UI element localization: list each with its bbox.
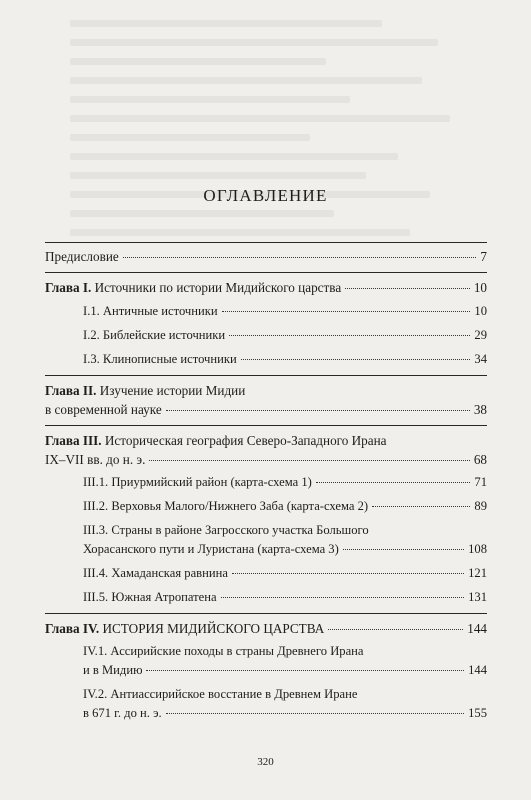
dot-leader: [232, 573, 464, 574]
toc-section-4-2: [45, 685, 487, 723]
toc-entry-preface: [45, 247, 487, 266]
toc-chapter-2: [45, 381, 487, 419]
entry-text: III.5. Южная Атропатена: [83, 590, 217, 604]
toc-section-3-4: [45, 564, 487, 583]
toc-chapter-1: [45, 278, 487, 297]
dot-leader: [343, 549, 464, 550]
page-number: 89: [474, 499, 487, 513]
toc-section-3-5: [45, 588, 487, 607]
dot-leader: [221, 597, 465, 598]
entry-text: Предисловие: [45, 249, 119, 264]
page-number: 71: [474, 475, 487, 489]
page-number: 144: [468, 663, 487, 677]
toc-divider: [45, 272, 487, 273]
dot-leader: [372, 506, 470, 507]
toc-section-3-3: [45, 521, 487, 559]
entry-text-line2: в современной науке: [45, 402, 162, 417]
dot-leader: [229, 335, 470, 336]
chapter-label: Глава I.: [45, 280, 92, 295]
page-number: 38: [473, 402, 487, 417]
entry-text: Источники по истории Мидийского царства: [94, 280, 342, 295]
toc-divider: [45, 425, 487, 426]
chapter-label: Глава III.: [45, 433, 102, 448]
dot-leader: [316, 482, 471, 483]
toc-section-1-2: [45, 326, 487, 345]
toc-section-3-2: [45, 497, 487, 516]
entry-text: I.1. Античные источники: [83, 304, 218, 318]
page-number: 108: [468, 542, 487, 556]
entry-text-line1: III.3. Страны в районе Загросского участка Большого: [83, 523, 369, 537]
dot-leader: [328, 629, 463, 630]
entry-text: I.2. Библейские источники: [83, 328, 226, 342]
entry-text-line2: Хорасанского пути и Луристана (карта-схема 3): [83, 542, 339, 556]
page-number: 34: [474, 352, 487, 366]
page-number: 10: [473, 280, 487, 295]
bleed-through-text: [70, 20, 470, 260]
dot-leader: [146, 670, 464, 671]
toc-section-1-1: [45, 302, 487, 321]
entry-text-line1: IV.1. Ассирийские походы в страны Древнего Ирана: [83, 644, 364, 658]
toc-section-1-3: [45, 350, 487, 369]
toc-title: ОГЛАВЛЕНИЕ: [203, 186, 328, 205]
entry-text: III.2. Верховья Малого/Нижнего Заба (карта-схема 2): [83, 499, 369, 513]
page-number: 131: [468, 590, 487, 604]
toc-divider: [45, 375, 487, 376]
entry-text-line1: Изучение истории Мидии: [99, 383, 246, 398]
page-number: 29: [474, 328, 487, 342]
dot-leader: [149, 460, 469, 461]
dot-leader: [241, 359, 471, 360]
page-number: 144: [467, 621, 487, 636]
dot-leader: [123, 257, 477, 258]
page-number: 121: [468, 566, 487, 580]
entry-text: I.3. Клинописные источники: [83, 352, 237, 366]
toc-section-4-1: [45, 642, 487, 680]
page-number: 7: [480, 249, 487, 264]
dot-leader: [222, 311, 471, 312]
dot-leader: [166, 713, 464, 714]
toc-divider: [45, 613, 487, 614]
entry-text: III.1. Приурмийский район (карта-схема 1): [83, 475, 312, 489]
toc-divider: [45, 242, 487, 243]
dot-leader: [166, 410, 470, 411]
page-folio-number: 320: [257, 756, 274, 768]
entry-text-line1: Историческая география Северо-Западного Ирана: [104, 433, 387, 448]
chapter-label: Глава II.: [45, 383, 97, 398]
entry-text: ИСТОРИЯ МИДИЙСКОГО ЦАРСТВА: [102, 621, 325, 636]
entry-text-line2: IX–VII вв. до н. э.: [45, 452, 146, 467]
dot-leader: [345, 288, 470, 289]
entry-text-line2: в 671 г. до н. э.: [83, 706, 162, 720]
chapter-label: Глава IV.: [45, 621, 100, 636]
page-number: 10: [474, 304, 487, 318]
entry-text-line1: IV.2. Антиассирийское восстание в Древнем Иране: [83, 687, 358, 701]
toc-section-3-1: [45, 473, 487, 492]
toc-chapter-3: [45, 431, 487, 469]
page-number: 68: [473, 452, 487, 467]
page-number: 155: [468, 706, 487, 720]
entry-text: III.4. Хамаданская равнина: [83, 566, 228, 580]
entry-text-line2: и в Мидию: [83, 663, 143, 677]
toc-chapter-4: [45, 619, 487, 638]
table-of-contents: [45, 242, 487, 723]
